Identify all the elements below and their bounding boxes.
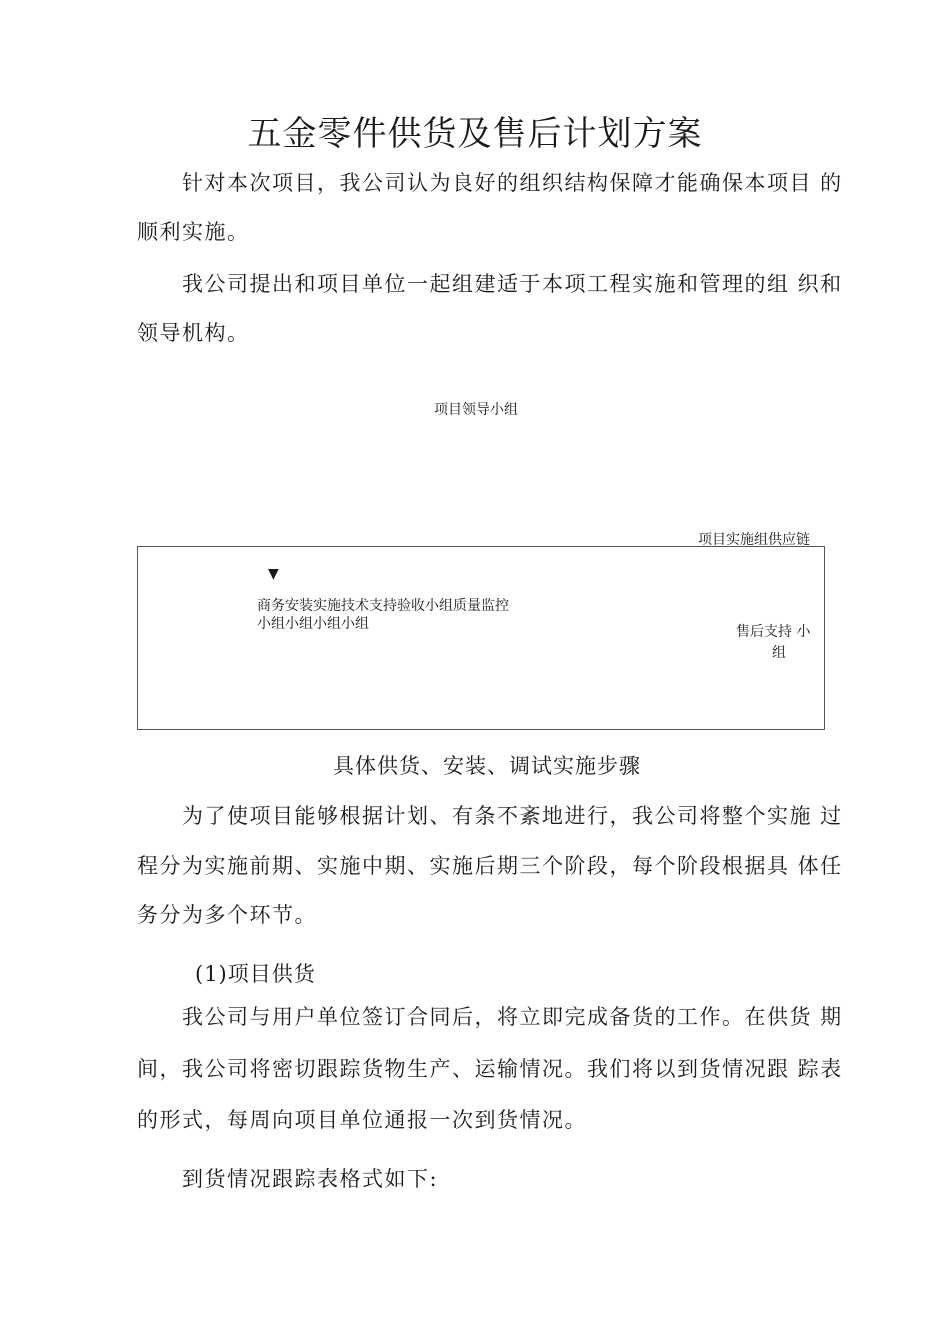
intro-paragraph-1-line-2: 顺利实施。: [137, 220, 250, 244]
section-heading: 具体供货、安装、调试实施步骤: [333, 754, 641, 778]
subheading-supply: (1)项目供货: [195, 962, 316, 986]
supply-paragraph-line-2: 间，我公司将密切跟踪货物生产、运输情况。我们将以到货情况跟 踪表: [137, 1057, 843, 1081]
section-paragraph-line-3: 务分为多个环节。: [137, 903, 317, 927]
section-paragraph-line-1: 为了使项目能够根据计划、有条不紊地进行，我公司将整个实施 过: [182, 804, 843, 828]
leader-group-label: 项目领导小组: [434, 402, 518, 418]
intro-paragraph-2-line-2: 领导机构。: [137, 321, 250, 345]
supply-paragraph-line-1: 我公司与用户单位签订合同后，将立即完成备货的工作。在供货 期: [182, 1005, 843, 1029]
after-sales-label-line-2: 组: [772, 645, 786, 661]
intro-paragraph-2-line-1: 我公司提出和项目单位一起组建适于本项工程实施和管理的组 织和: [182, 272, 843, 296]
supply-paragraph-line-3: 的形式，每周向项目单位通报一次到货情况。: [137, 1108, 587, 1132]
arrow-down-icon: ▼: [268, 566, 279, 582]
org-chart-frame: [137, 546, 825, 730]
sub-groups-line-2: 小组小组小组小组: [257, 616, 369, 632]
implementation-group-label: 项目实施组供应链: [698, 532, 810, 548]
intro-paragraph-1-line-1: 针对本次项目，我公司认为良好的组织结构保障才能确保本项目 的: [182, 171, 843, 195]
page-title: 五金零件供货及售后计划方案: [247, 114, 703, 154]
section-paragraph-line-2: 程分为实施前期、实施中期、实施后期三个阶段，每个阶段根据具 体任: [137, 854, 843, 878]
after-sales-label-line-1: 售后支持 小: [736, 624, 811, 640]
tracking-table-intro: 到货情况跟踪表格式如下:: [182, 1167, 439, 1191]
sub-groups-line-1: 商务安装实施技术支持验收小组质量监控: [257, 598, 509, 614]
